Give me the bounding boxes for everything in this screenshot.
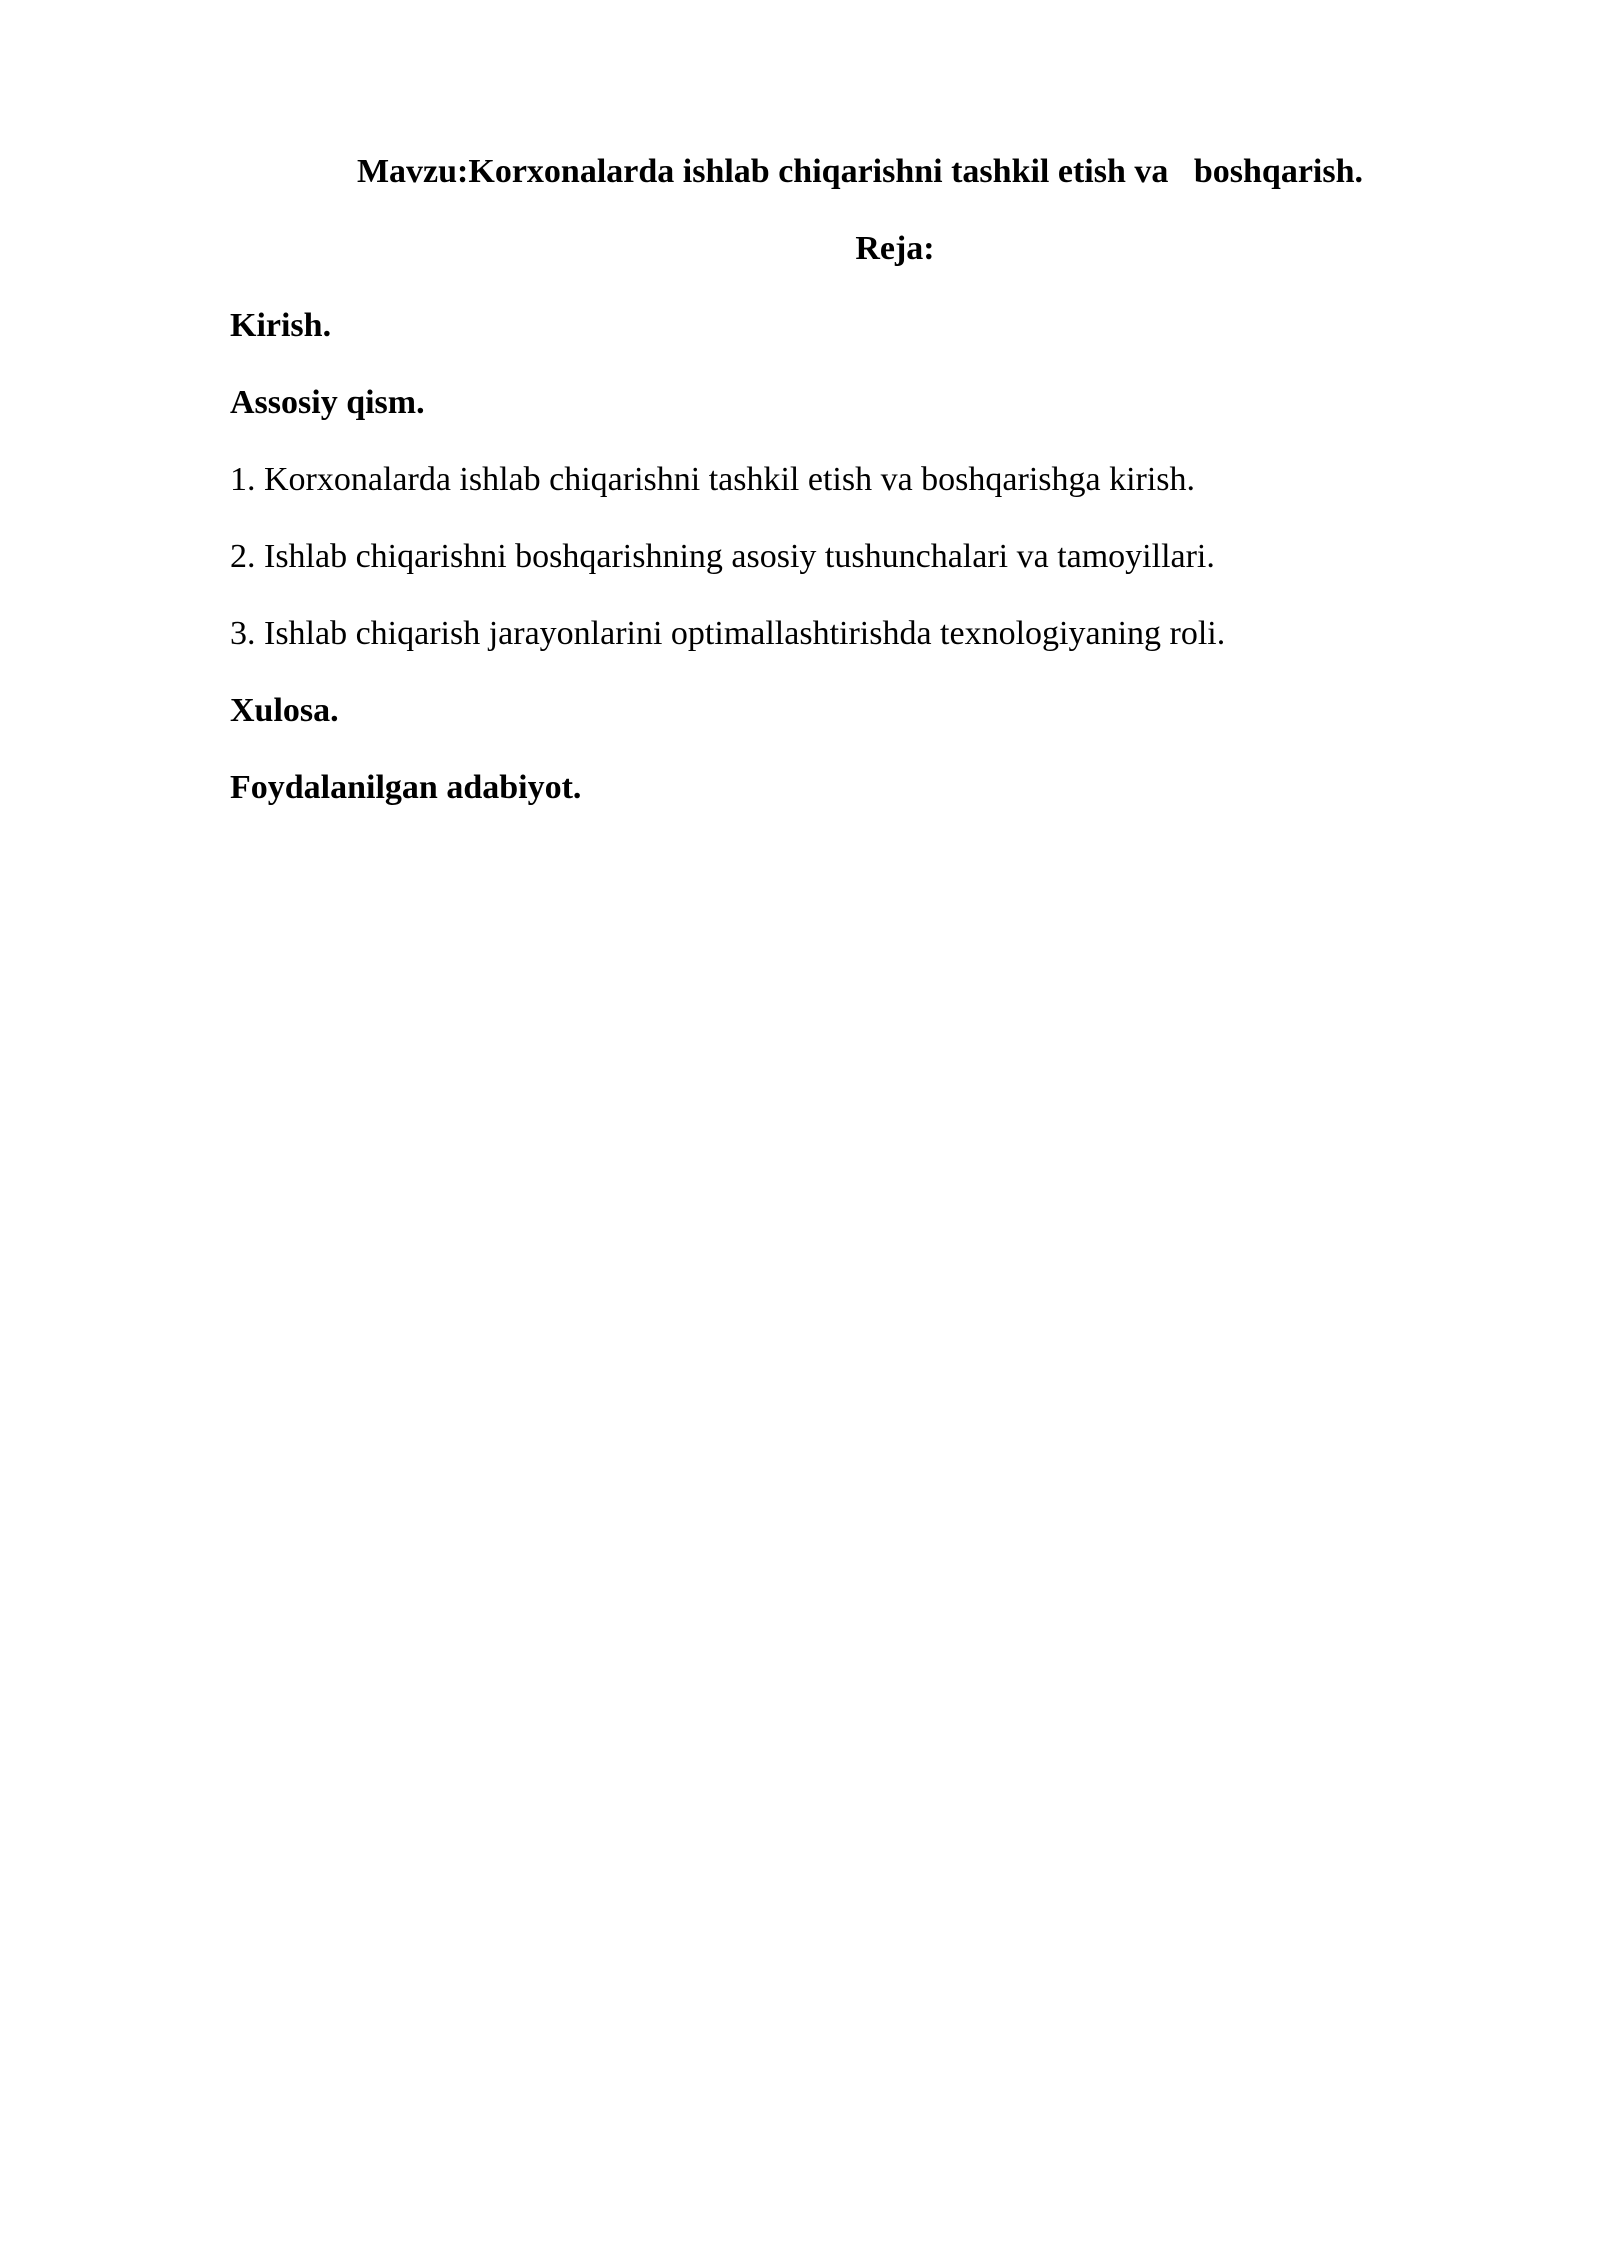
conclusion-heading: Xulosa. — [230, 692, 339, 729]
plan-item-1: 1. Korxonalarda ishlab chiqarishni tashkil etish va boshqarishga kirish. — [230, 461, 1196, 498]
main-part-heading: Assosiy qism. — [230, 384, 425, 421]
references-heading: Foydalanilgan adabiyot. — [230, 769, 582, 806]
plan-item-3: 3. Ishlab chiqarish jarayonlarini optimallashtirishda texnologiyaning roli. — [230, 615, 1226, 652]
document-title: Mavzu:Korxonalarda ishlab chiqarishni tashkil etish va boshqarish. — [356, 153, 1364, 190]
plan-item-2: 2. Ishlab chiqarishni boshqarishning asosiy tushunchalari va tamoyillari. — [230, 538, 1215, 575]
plan-heading: Reja: — [855, 230, 935, 267]
introduction-heading: Kirish. — [230, 307, 332, 344]
